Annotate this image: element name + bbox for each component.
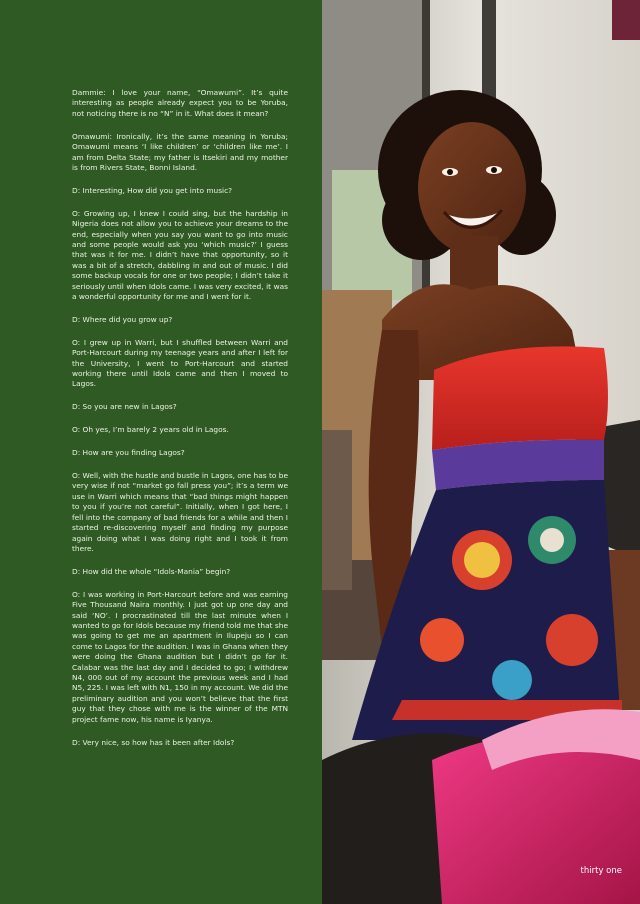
paragraph: O: Oh yes, I’m barely 2 years old in Lagos. (72, 425, 229, 435)
paragraph: Omawumi: Ironically, it’s the same meaning in Yoruba; Omawumi means ‘I like children’ or ‘children like me’. I am from Delta State; my father is Itsekiri and my mother is from Rivers State, Bonni Island. (72, 131, 288, 172)
paragraph: O: Well, with the hustle and bustle in Lagos, one has to be very wise if not “market go fall press you”; it’s a term we use in Warri which means that “bad things might happen to you if you’re not careful”. Initially, when I got here, I fell into the company of bad friends for a while and then I started re-discovering myself and finding my purpose again doing what I was doing right and I took it from there. (72, 471, 288, 553)
paragraph: O: I grew up in Warri, but I shuffled between Warri and Port-Harcourt during my teenage years and after I left for the University, I went to Port-Harcourt and started working there until Idols came and then I moved to Lagos. (72, 337, 288, 389)
portrait-illustration (322, 0, 640, 904)
paragraph: D: How did the whole “Idols-Mania” begin? (72, 566, 231, 576)
paragraph: D: Very nice, so how has it been after Idols? (72, 737, 235, 747)
page-number: thirty one (580, 866, 622, 876)
paragraph: Dammie: I love your name, “Omawumi”. It’s quite interesting as people already expect you to be Yoruba, not noticing there is no “N” in it. What does it mean? (72, 88, 288, 118)
paragraph: O: Growing up, I knew I could sing, but the hardship in Nigeria does not allow you to achieve your dreams to the end, especially when you say you want to go into music and some people would ask you ‘which music?’ I guess that was it for me. I didn’t have that opportunity, so it was a bit of a stretch, dabbling in and out of music. I did some backup vocals for one or two people; I didn’t take it seriously until when Idols came. I was very excited, it was a wonderful opportunity for me and I went for it. (72, 208, 288, 301)
interview-text (72, 88, 288, 760)
paragraph: O: I was working in Port-Harcourt before and was earning Five Thousand Naira monthly. I just got up one day and said ‘NO’. I procrastinated till the last minute when I wanted to go for Idols because my friend told me that she was going to get me an apartment in Ilupeju so I can come to Lagos for the audition. I was in Ghana when they were doing the Ghana audition but I didn’t go for it. Calabar was the last day and I decided to go; I withdrew N4, 000 out of my account the previous week and I had N5, 225. I was left with N1, 150 in my account. We did the preliminary audition and you won’t believe that the first guy that they chose with me is the winner of the MTN project fame now, his name is Iyanya. (72, 589, 288, 724)
paragraph: D: Where did you grow up? (72, 314, 173, 324)
paragraph: D: So you are new in Lagos? (72, 402, 177, 412)
portrait-photo (322, 0, 640, 904)
paragraph: D: How are you finding Lagos? (72, 448, 185, 458)
paragraph: D: Interesting, How did you get into music? (72, 185, 233, 195)
